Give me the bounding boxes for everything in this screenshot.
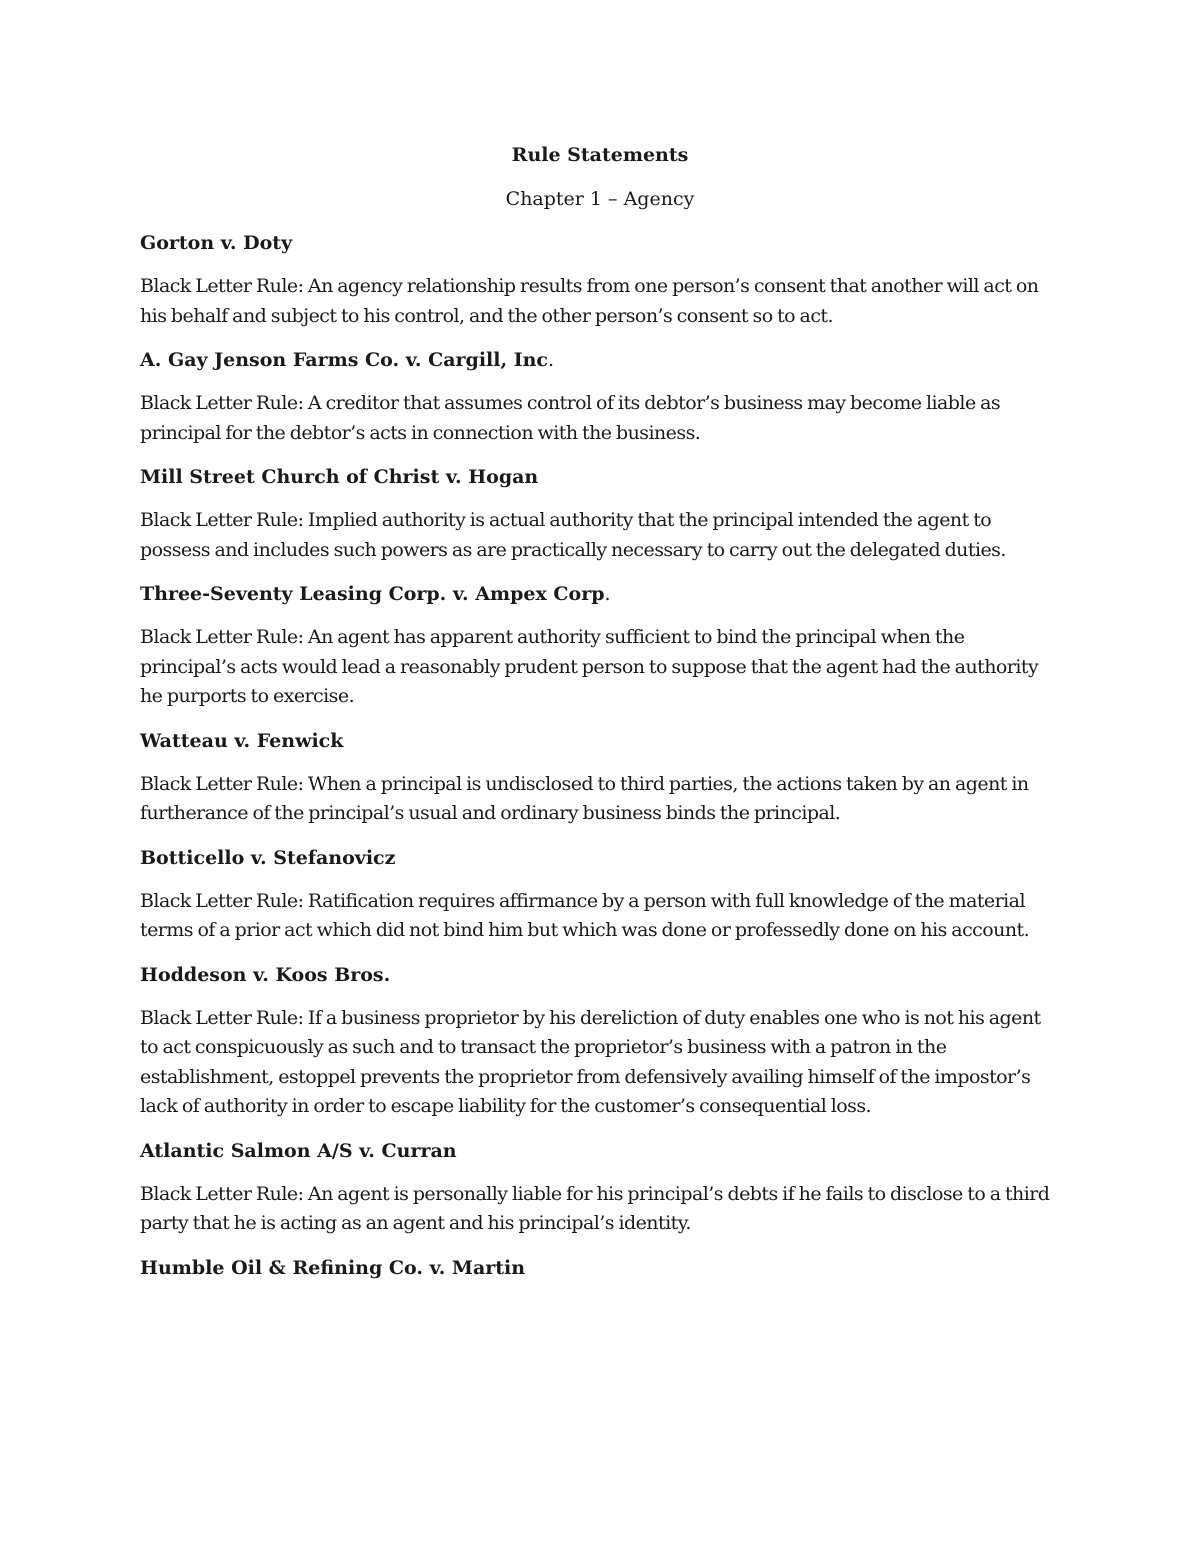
case-name: Hoddeson v. Koos Bros. [140, 963, 391, 986]
case-name: Mill Street Church of Christ v. Hogan [140, 466, 539, 488]
black-letter-rule: Black Letter Rule: Implied authority is actual authority that the principal intended the agent to possess and includes such powers as are practically necessary to carry out the delegated duties. [140, 509, 1006, 561]
case-name: Watteau v. Fenwick [140, 729, 344, 752]
case-botticello-v-stefanovicz [140, 843, 1060, 946]
black-letter-rule: Black Letter Rule: When a principal is undisclosed to third parties, the actions taken by an agent in furtherance of the principal’s usual and ordinary business binds the principal. [140, 772, 1029, 824]
case-humble-oil-v-martin [140, 1253, 1060, 1283]
case-three-seventy-v-ampex [140, 579, 1060, 712]
case-name: Atlantic Salmon A/S v. Curran [140, 1139, 457, 1162]
black-letter-rule: Black Letter Rule: Ratification requires affirmance by a person with full knowledge of the material terms of a prior act which did not bind him but which was done or professedly done on his account. [140, 889, 1030, 941]
case-mill-street-church-v-hogan [140, 462, 1060, 565]
document-page [140, 140, 1060, 1297]
case-watteau-v-fenwick [140, 726, 1060, 829]
case-hoddeson-v-koos-bros [140, 960, 1060, 1122]
black-letter-rule: Black Letter Rule: If a business proprietor by his dereliction of duty enables one who is not his agent to act conspicuously as such and to transact the proprietor’s business with a patron in the establishment, estoppel prevents the proprietor from defensively availing himself of the impostor’s lack of authority in order to escape liability for the customer’s consequential loss. [140, 1006, 1041, 1117]
document-title: Rule Statements [511, 144, 689, 166]
black-letter-rule: Black Letter Rule: An agent is personally liable for his principal’s debts if he fails to disclose to a third party that he is acting as an agent and his principal’s identity. [140, 1182, 1050, 1234]
case-name: Botticello v. Stefanovicz [140, 846, 396, 869]
black-letter-rule: Black Letter Rule: An agency relationship results from one person’s consent that another will act on his behalf and subject to his control, and the other person’s consent so to act. [140, 275, 1039, 327]
black-letter-rule: Black Letter Rule: An agent has apparent authority sufficient to bind the principal when the principal’s acts would lead a reasonably prudent person to suppose that the agent had the authority he purports to exercise. [140, 626, 1039, 707]
black-letter-rule: Black Letter Rule: A creditor that assumes control of its debtor’s business may become liable as principal for the debtor’s acts in connection with the business. [140, 392, 1001, 444]
case-atlantic-salmon-v-curran [140, 1136, 1060, 1239]
case-name: Humble Oil & Refining Co. v. Martin [140, 1256, 526, 1279]
chapter-heading: Chapter 1 – Agency [505, 188, 695, 210]
case-name: A. Gay Jenson Farms Co. v. Cargill, Inc. [140, 349, 555, 371]
case-gorton-v-doty [140, 228, 1060, 331]
case-name: Gorton v. Doty [140, 232, 293, 254]
case-name: Three-Seventy Leasing Corp. v. Ampex Corp. [140, 583, 611, 605]
case-jenson-farms-v-cargill [140, 345, 1060, 448]
